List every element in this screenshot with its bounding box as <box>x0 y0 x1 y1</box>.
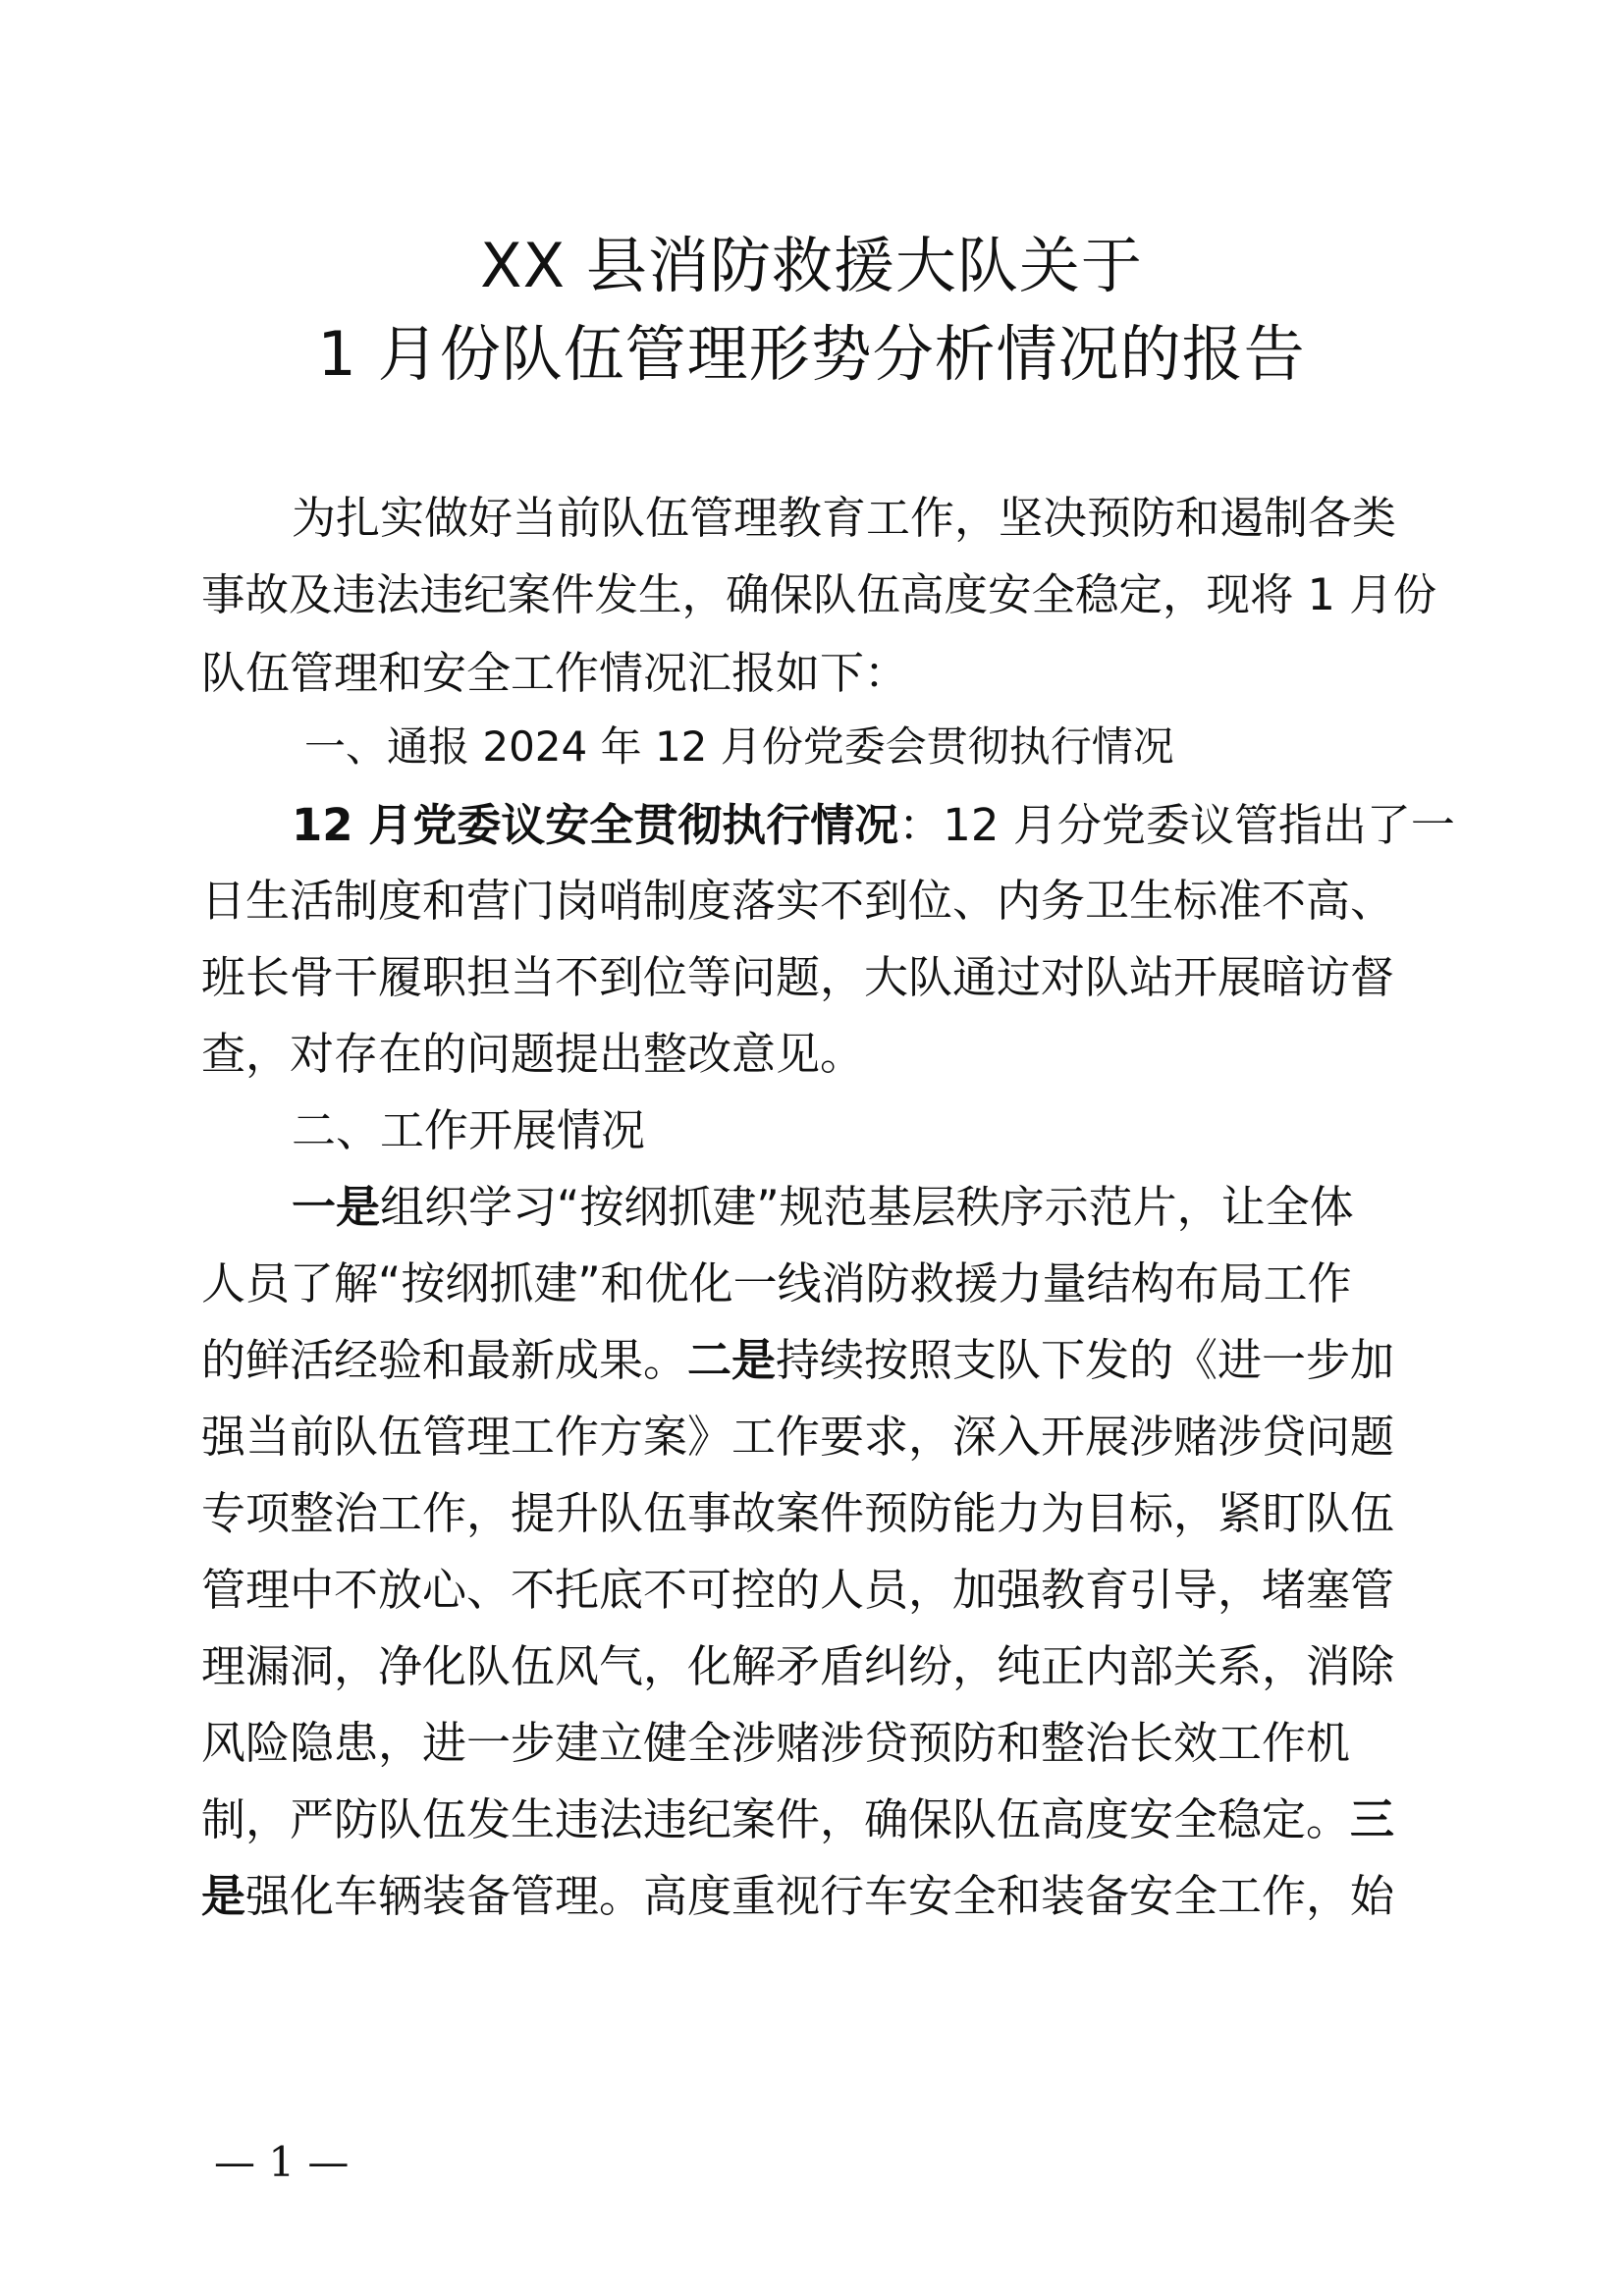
section-2-line-5: 专项整治工作，提升队伍事故案件预防能力为目标，紧盯队伍 <box>201 1487 1395 1539</box>
section-2-line-3 <box>201 1334 1438 1386</box>
item-two-end: 制，严防队伍发生违法违纪案件，确保队伍高度安全稳定。 <box>201 1793 1351 1845</box>
section-1-lead <box>292 799 1529 851</box>
item-three-label-start: 三 <box>1350 1793 1395 1845</box>
section-2-heading: 二、工作开展情况 <box>292 1104 646 1156</box>
item-three-text: 强化车辆装备管理。高度重视行车安全和装备安全工作，始 <box>245 1870 1395 1922</box>
section-1-line-2: 日生活制度和营门岗哨制度落实不到位、内务卫生标准不高、 <box>201 875 1395 927</box>
intro-line-2: 事故及违法违纪案件发生，确保队伍高度安全稳定，现将 1 月份 <box>201 570 1437 620</box>
section-2-line-8: 风险隐患，进一步建立健全涉赌涉贷预防和整治长效工作机 <box>201 1717 1351 1769</box>
item-one-text: 组织学习“按纲抓建”规范基层秩序示范片，让全体 <box>380 1181 1354 1233</box>
section-2-line-10 <box>201 1870 1438 1922</box>
section-2-line-4: 强当前队伍管理工作方案》工作要求，深入开展涉赌涉贷问题 <box>201 1411 1395 1463</box>
item-two-label: 二是 <box>687 1334 777 1386</box>
page-number: — 1 — <box>214 2138 350 2186</box>
section-1-line-3: 班长骨干履职担当不到位等问题，大队通过对队站开展暗访督 <box>201 951 1395 1003</box>
section-1-heading: 一、通报 2024 年 12 月份党委会贯彻执行情况 <box>304 722 1174 771</box>
item-two-text: 持续按照支队下发的《进一步加 <box>776 1334 1395 1386</box>
item-three-label-end: 是 <box>201 1870 246 1922</box>
section-2-line-1 <box>292 1181 1529 1233</box>
section-2-line-9 <box>201 1793 1438 1845</box>
intro-line-1: 为扎实做好当前队伍管理教育工作，坚决预防和遏制各类 <box>292 492 1397 544</box>
section-1-lead-rest: ：12 月分党委议管指出了一 <box>898 799 1455 851</box>
item-one-end: 的鲜活经验和最新成果。 <box>201 1334 688 1386</box>
document-title-line-2: 1 月份队伍管理形势分析情况的报告 <box>317 318 1306 390</box>
section-2-line-7: 理漏洞，净化队伍风气，化解矛盾纠纷，纯正内部关系，消除 <box>201 1640 1395 1692</box>
section-1-lead-bold: 12 月党委议安全贯彻执行情况 <box>292 799 899 851</box>
document-title-line-1: XX 县消防救援大队关于 <box>480 230 1143 301</box>
section-2-line-2: 人员了解“按纲抓建”和优化一线消防救援力量结构布局工作 <box>201 1257 1352 1309</box>
section-2-line-6: 管理中不放心、不托底不可控的人员，加强教育引导，堵塞管 <box>201 1564 1395 1616</box>
item-one-label: 一是 <box>292 1181 381 1233</box>
intro-line-3: 队伍管理和安全工作情况汇报如下： <box>201 647 909 699</box>
section-1-line-4: 查，对存在的问题提出整改意见。 <box>201 1028 865 1080</box>
